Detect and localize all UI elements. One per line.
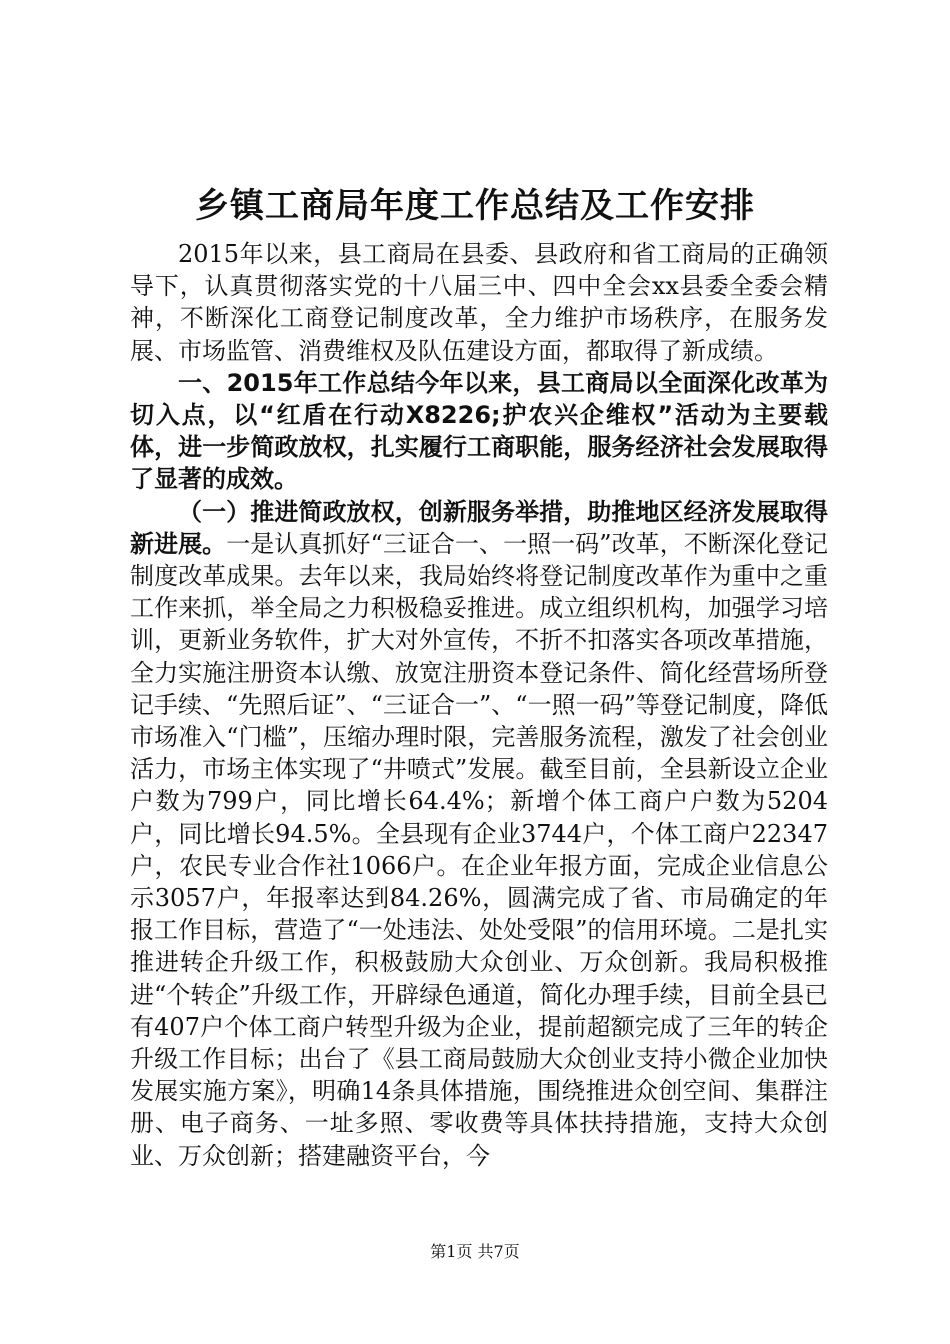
subsection-one-heading: （一）推进简政放权，创新服务举措，助推地区经济发展取得新进展。 — [130, 497, 828, 558]
paragraph-section-one — [130, 367, 828, 496]
paragraph-intro — [130, 238, 828, 367]
section-one-heading: 一、2015年工作总结今年以来，县工商局以全面深化改革为切入点，以“红盾在行动X8226;护农兴企维权”活动为主要载体，进一步简政放权，扎实履行工商职能，服务经济社会发展取得了显著的成效。 — [130, 368, 828, 494]
document-body — [130, 238, 828, 1172]
paragraph-intro-text: 2015年以来，县工商局在县委、县政府和省工商局的正确领导下，认真贯彻落实党的十八届三中、四中全会xx县委全委会精神，不断深化工商登记制度改革，全力维护市场秩序，在服务发展、市场监管、消费维权及队伍建设方面，都取得了新成绩。 — [130, 240, 828, 365]
paragraph-subsection-one — [130, 496, 828, 1172]
document-title: 乡镇工商局年度工作总结及工作安排 — [195, 186, 755, 226]
subsection-one-text: 一是认真抓好“三证合一、一照一码”改革，不断深化登记制度改革成果。去年以来，我局始终将登记制度改革作为重中之重工作来抓，举全局之力积极稳妥推进。成立组织机构，加强学习培训，更新业务软件，扩大对外宣传，不折不扣落实各项改革措施，全力实施注册资本认缴、放宽注册资本登记条件、简化经营场所登记手续、“先照后证”、“三证合一”、“一照一码”等登记制度，降低市场准入“门槛”，压缩办理时限，完善服务流程，激发了社会创业活力，市场主体实现了“井喷式”发展。截至目前，全县新设立企业户数为799户，同比增长64.4%；新增个体工商户户数为5204户，同比增长94.5%。全县现有企业3744户，个体工商户22347户，农民专业合作社1066户。在企业年报方面，完成企业信息公示3057户，年报率达到84.26%，圆满完成了省、市局确定的年报工作目标，营造了“一处违法、处处受限”的信用环境。二是扎实推进转企升级工作，积极鼓励大众创业、万众创新。我局积极推进“个转企”升级工作，开辟绿色通道，简化办理手续，目前全县已有407户个体工商户转型升级为企业，提前超额完成了三年的转企升级工作目标；出台了《县工商局鼓励大众创业支持小微企业加快发展实施方案》，明确14条具体措施，围绕推进众创空间、集群注册、电子商务、一址多照、零收费等具体扶持措施，支持大众创业、万众创新；搭建融资平台，今 — [130, 529, 828, 1170]
page-footer: 第1页 共7页 — [430, 1242, 520, 1261]
